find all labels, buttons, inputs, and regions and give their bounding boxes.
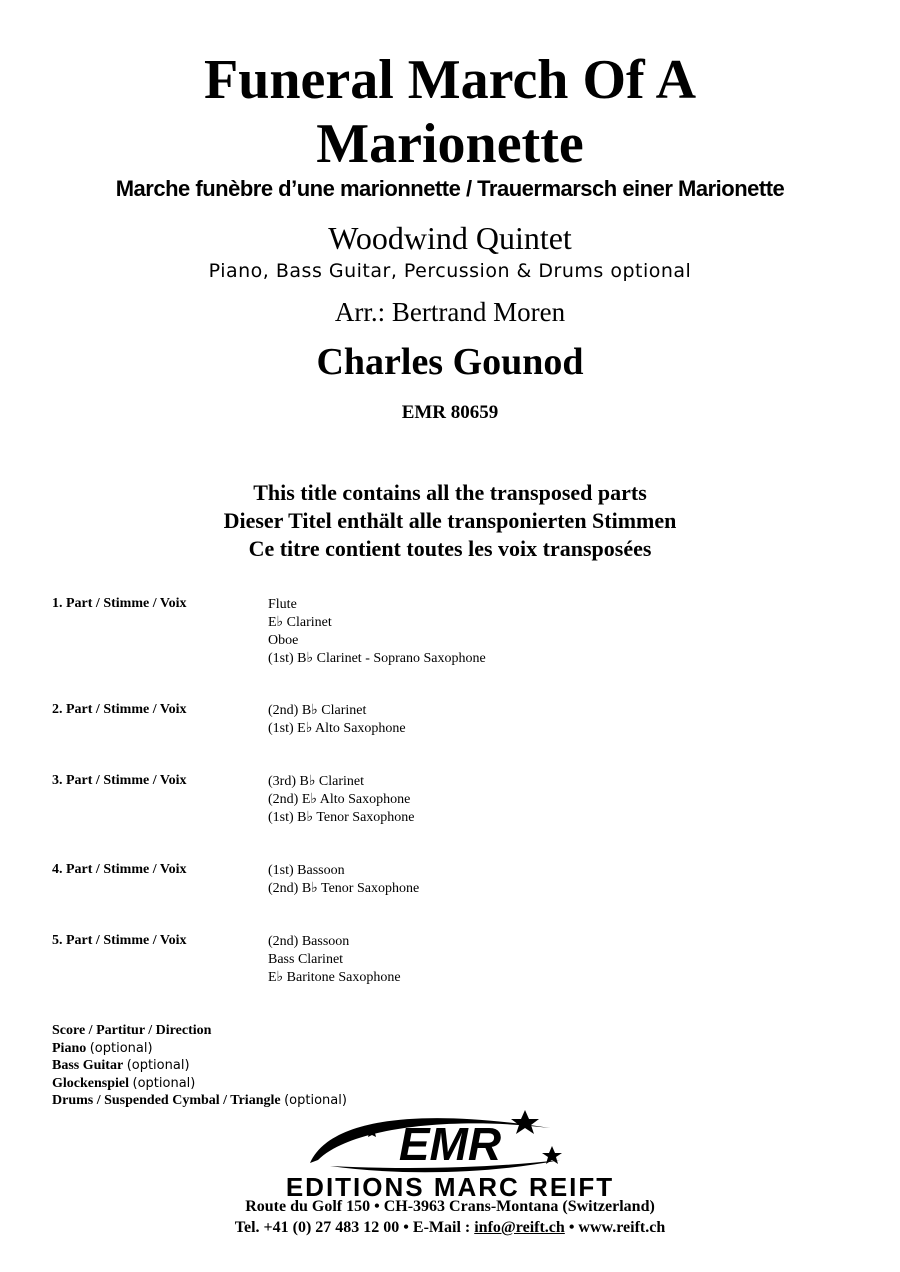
part-5-instruments [268,933,401,987]
publisher-address: Route du Golf 150 • CH-3963 Crans-Montana (Switzerland) [245,1198,655,1215]
part-4-label: 4. Part / Stimme / Voix [52,862,187,877]
extra-item [52,1075,347,1093]
part-4-instruments [268,862,419,898]
part-1-instruments [268,596,486,668]
instrument: Bass Clarinet [268,952,344,967]
instrument: (1st) B♭ Tenor Saxophone [268,810,415,825]
extra-name: Glockenspiel [52,1075,130,1091]
logo-text: EMR [398,1118,502,1170]
subtitle: Marche funèbre d’une marionnette / Trauermarsch einer Marionette [115,176,785,201]
extra-name: Piano [52,1040,87,1056]
instrument: Oboe [268,633,299,648]
extra-name: Bass Guitar [52,1058,124,1073]
part-5-label: 5. Part / Stimme / Voix [52,933,187,948]
extra-name: Drums / Suspended Cymbal / Triangle [52,1093,281,1108]
instrument: (3rd) B♭ Clarinet [268,774,365,789]
arranger: Arr.: Bertrand Moren [334,297,566,327]
publisher-contact: Tel. +41 (0) 27 483 12 00 • E-Mail : info@reift.ch • www.reift.ch [234,1219,666,1236]
ensemble: Woodwind Quintet [328,220,572,256]
instrument: (2nd) Bassoon [268,934,350,949]
instrument: (1st) Bassoon [268,863,345,878]
transposition-notice [0,479,900,563]
instrument: (1st) B♭ Clarinet - Soprano Saxophone [268,651,486,666]
optional-instruments: Piano, Bass Guitar, Percussion & Drums optional [208,260,692,282]
instrument: E♭ Baritone Saxophone [268,970,401,985]
part-2-label: 2. Part / Stimme / Voix [52,702,187,717]
part-2-instruments [268,702,406,738]
notice-fr: Ce titre contient toutes les voix transposées [248,536,652,561]
instrument: (1st) E♭ Alto Saxophone [268,721,406,736]
email-link[interactable]: info@reift.ch [474,1219,565,1236]
phone: Tel. +41 (0) 27 483 12 00 [234,1219,400,1236]
publisher-name: EDITIONS MARC REIFT [285,1172,615,1202]
star-icon [511,1110,539,1134]
instrument: E♭ Clarinet [268,615,332,630]
instrument: (2nd) B♭ Tenor Saxophone [268,881,420,896]
extra-item [52,1022,347,1040]
extras-list [52,1022,347,1110]
instrument: (2nd) B♭ Clarinet [268,703,367,718]
notice-en: This title contains all the transposed parts [253,480,647,505]
part-3-label: 3. Part / Stimme / Voix [52,773,187,788]
title-line-1: Funeral March Of A [203,49,697,111]
website[interactable]: www.reift.ch [578,1219,666,1236]
composer: Charles Gounod [316,341,584,383]
emr-logo [300,1108,600,1178]
email-label: E-Mail : [412,1219,471,1236]
notice-de: Dieser Titel enthält alle transponierten Stimmen [223,508,677,533]
extra-item [52,1040,347,1058]
instrument: Flute [268,597,297,612]
catalog-number: EMR 80659 [401,402,499,423]
extra-note: (optional) [89,1040,153,1056]
extra-name: Score / Partitur / Direction [52,1023,212,1038]
extra-item [52,1092,347,1110]
extra-item [52,1057,347,1075]
part-3-instruments [268,773,415,827]
instrument: (2nd) E♭ Alto Saxophone [268,792,411,807]
title-line-2: Marionette [316,113,584,175]
extra-note: (optional) [284,1093,347,1108]
part-1-label: 1. Part / Stimme / Voix [52,596,187,611]
extra-note: (optional) [132,1075,196,1091]
extra-note: (optional) [126,1058,190,1073]
